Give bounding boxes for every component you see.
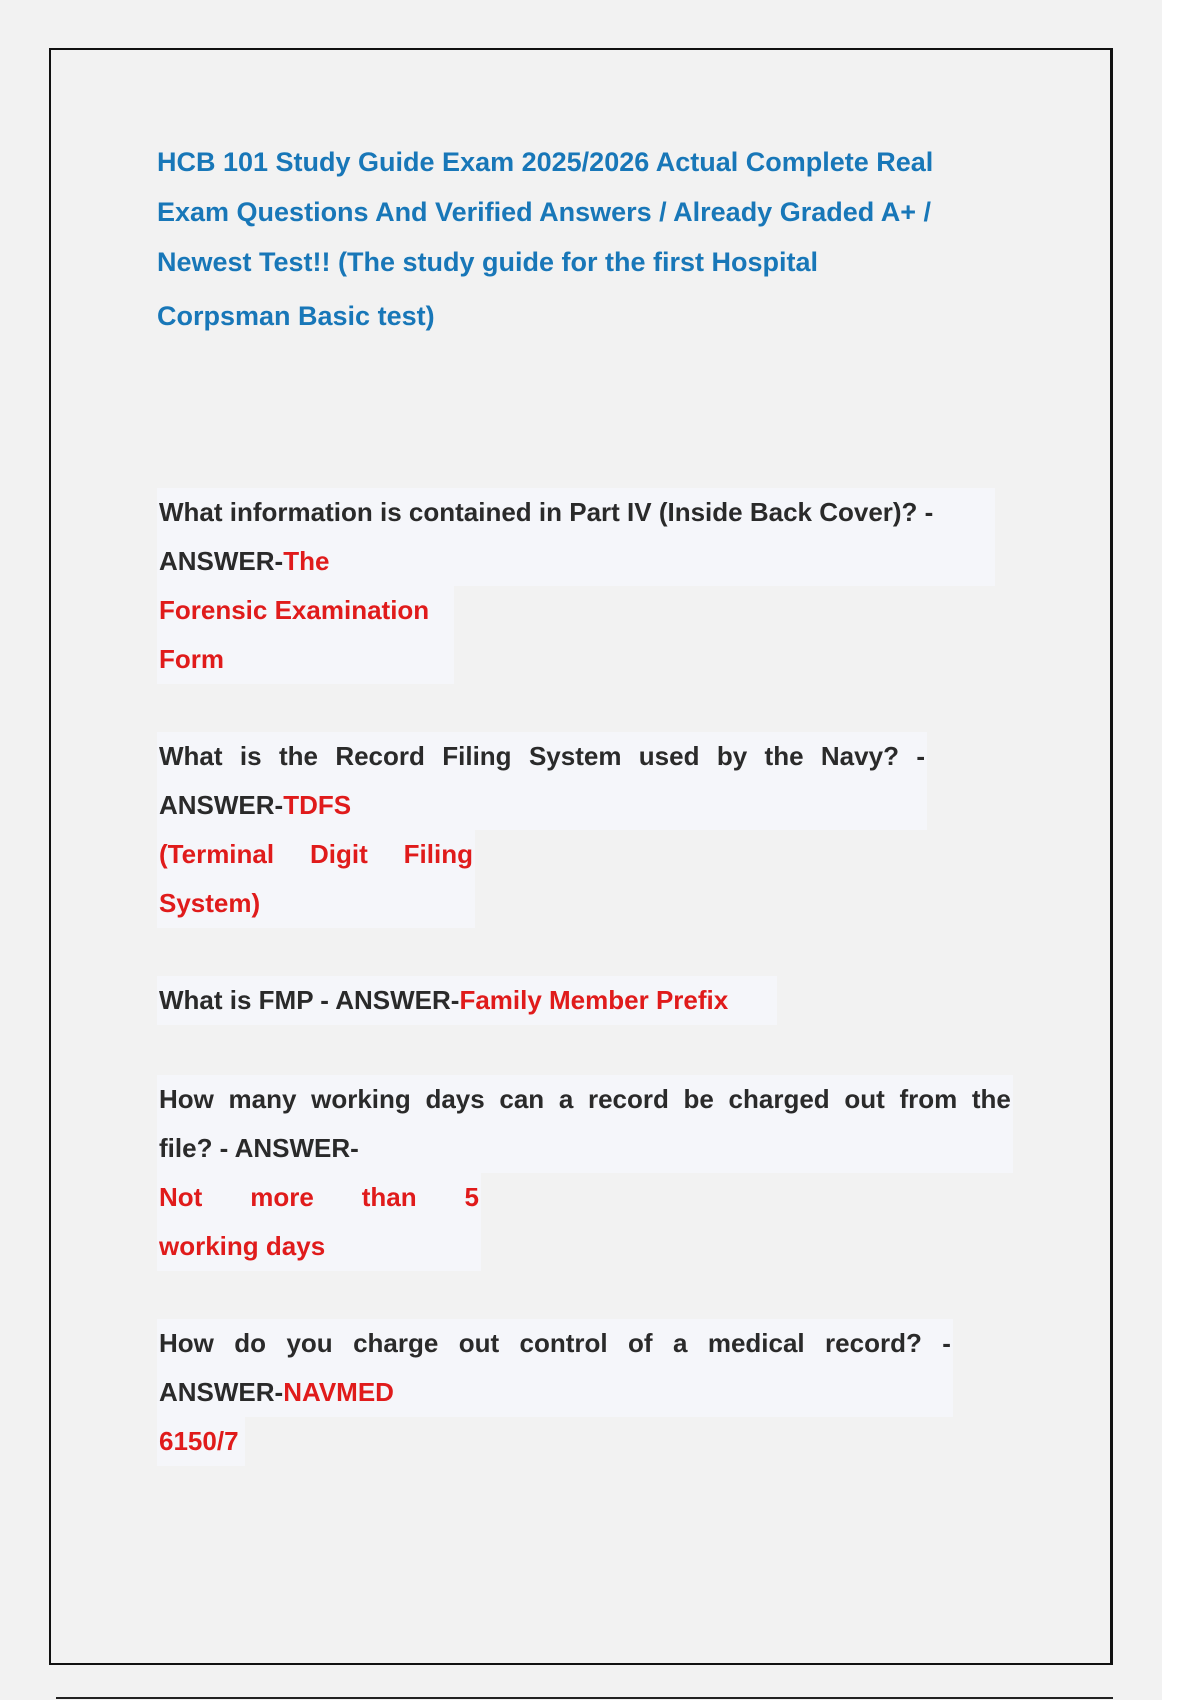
answer-block	[157, 830, 475, 928]
answer-text: TDFS	[283, 790, 352, 820]
question-word: control	[519, 1328, 608, 1358]
question-word: do	[234, 1328, 267, 1358]
document-title	[157, 137, 997, 341]
answer-block	[157, 586, 454, 684]
question-word: the	[764, 741, 804, 771]
answer-block	[157, 1417, 245, 1466]
question-word: days	[425, 1084, 485, 1114]
question-word: out	[844, 1084, 885, 1114]
answer-word: than	[361, 1182, 417, 1212]
answer-text: Form	[159, 644, 224, 674]
answer-text: 6150/7	[159, 1426, 239, 1456]
answer-prefix: ANSWER-	[159, 1377, 284, 1407]
question-word: Navy?	[820, 741, 899, 771]
answer-word: (Terminal	[159, 839, 275, 869]
question-word: charge	[353, 1328, 439, 1358]
question-word: charged	[728, 1084, 830, 1114]
question-answer-line	[159, 1368, 951, 1417]
page-margin-right	[1162, 0, 1200, 1700]
question-answer-line	[159, 781, 925, 830]
answer-text	[159, 830, 473, 879]
qa-item	[157, 976, 777, 1025]
question-word: can	[499, 1084, 545, 1114]
question-word: How	[159, 1328, 214, 1358]
page-divider	[56, 1697, 1113, 1699]
question-answer-line	[159, 976, 775, 1025]
answer-prefix: ANSWER-	[159, 790, 284, 820]
title-line: HCB 101 Study Guide Exam 2025/2026 Actual Complete Real	[157, 147, 934, 177]
question-word: Filing	[442, 741, 512, 771]
question-text: file? - ANSWER-	[159, 1133, 359, 1163]
answer-word: Filing	[403, 839, 473, 869]
question-text: What information is contained in Part IV (Inside Back Cover)? -	[159, 497, 934, 527]
answer-word: Not	[159, 1182, 203, 1212]
question-word: -	[942, 1328, 951, 1358]
question-word: a	[558, 1084, 574, 1114]
question-word: medical	[707, 1328, 805, 1358]
answer-text: System)	[159, 888, 261, 918]
question-answer-line	[159, 537, 993, 586]
answer-text: working days	[159, 1231, 326, 1261]
question-text	[159, 732, 925, 781]
question-word: the	[278, 741, 318, 771]
qa-item	[157, 488, 995, 684]
question-word: of	[628, 1328, 653, 1358]
question-text	[159, 1075, 1011, 1124]
question-block	[157, 1075, 1013, 1173]
question-word: System	[528, 741, 622, 771]
question-word: How	[159, 1084, 214, 1114]
question-word: be	[683, 1084, 714, 1114]
answer-text: Forensic Examination	[159, 595, 430, 625]
question-text: What is FMP - ANSWER-	[159, 985, 460, 1015]
qa-item	[157, 1319, 953, 1466]
title-line: Corpsman Basic test)	[157, 301, 435, 331]
question-block	[157, 1319, 953, 1417]
answer-word: more	[250, 1182, 314, 1212]
question-text	[159, 1319, 951, 1368]
question-word: a	[672, 1328, 688, 1358]
question-word: -	[916, 741, 925, 771]
question-word: by	[716, 741, 748, 771]
answer-text: Family Member Prefix	[459, 985, 729, 1015]
answer-word: 5	[464, 1182, 479, 1212]
question-word: is	[239, 741, 262, 771]
qa-item	[157, 732, 927, 928]
question-word: working	[311, 1084, 411, 1114]
question-word: out	[458, 1328, 500, 1358]
question-word: the	[971, 1084, 1011, 1114]
answer-block	[157, 1173, 481, 1271]
answer-prefix: ANSWER-	[159, 546, 284, 576]
answer-text: The	[283, 546, 330, 576]
answer-word: Digit	[310, 839, 368, 869]
answer-text: NAVMED	[283, 1377, 394, 1407]
question-block	[157, 976, 777, 1025]
question-word: What	[159, 741, 223, 771]
question-word: Record	[335, 741, 425, 771]
answer-text	[159, 1173, 479, 1222]
question-word: many	[228, 1084, 297, 1114]
question-word: you	[286, 1328, 333, 1358]
question-block	[157, 488, 995, 586]
qa-item	[157, 1075, 1013, 1271]
question-word: used	[638, 741, 700, 771]
question-block	[157, 732, 927, 830]
title-line: Newest Test!! (The study guide for the first Hospital	[157, 247, 819, 277]
question-word: record	[587, 1084, 669, 1114]
question-word: from	[899, 1084, 958, 1114]
title-line: Exam Questions And Verified Answers / Already Graded A+ /	[157, 197, 931, 227]
question-word: record?	[825, 1328, 922, 1358]
